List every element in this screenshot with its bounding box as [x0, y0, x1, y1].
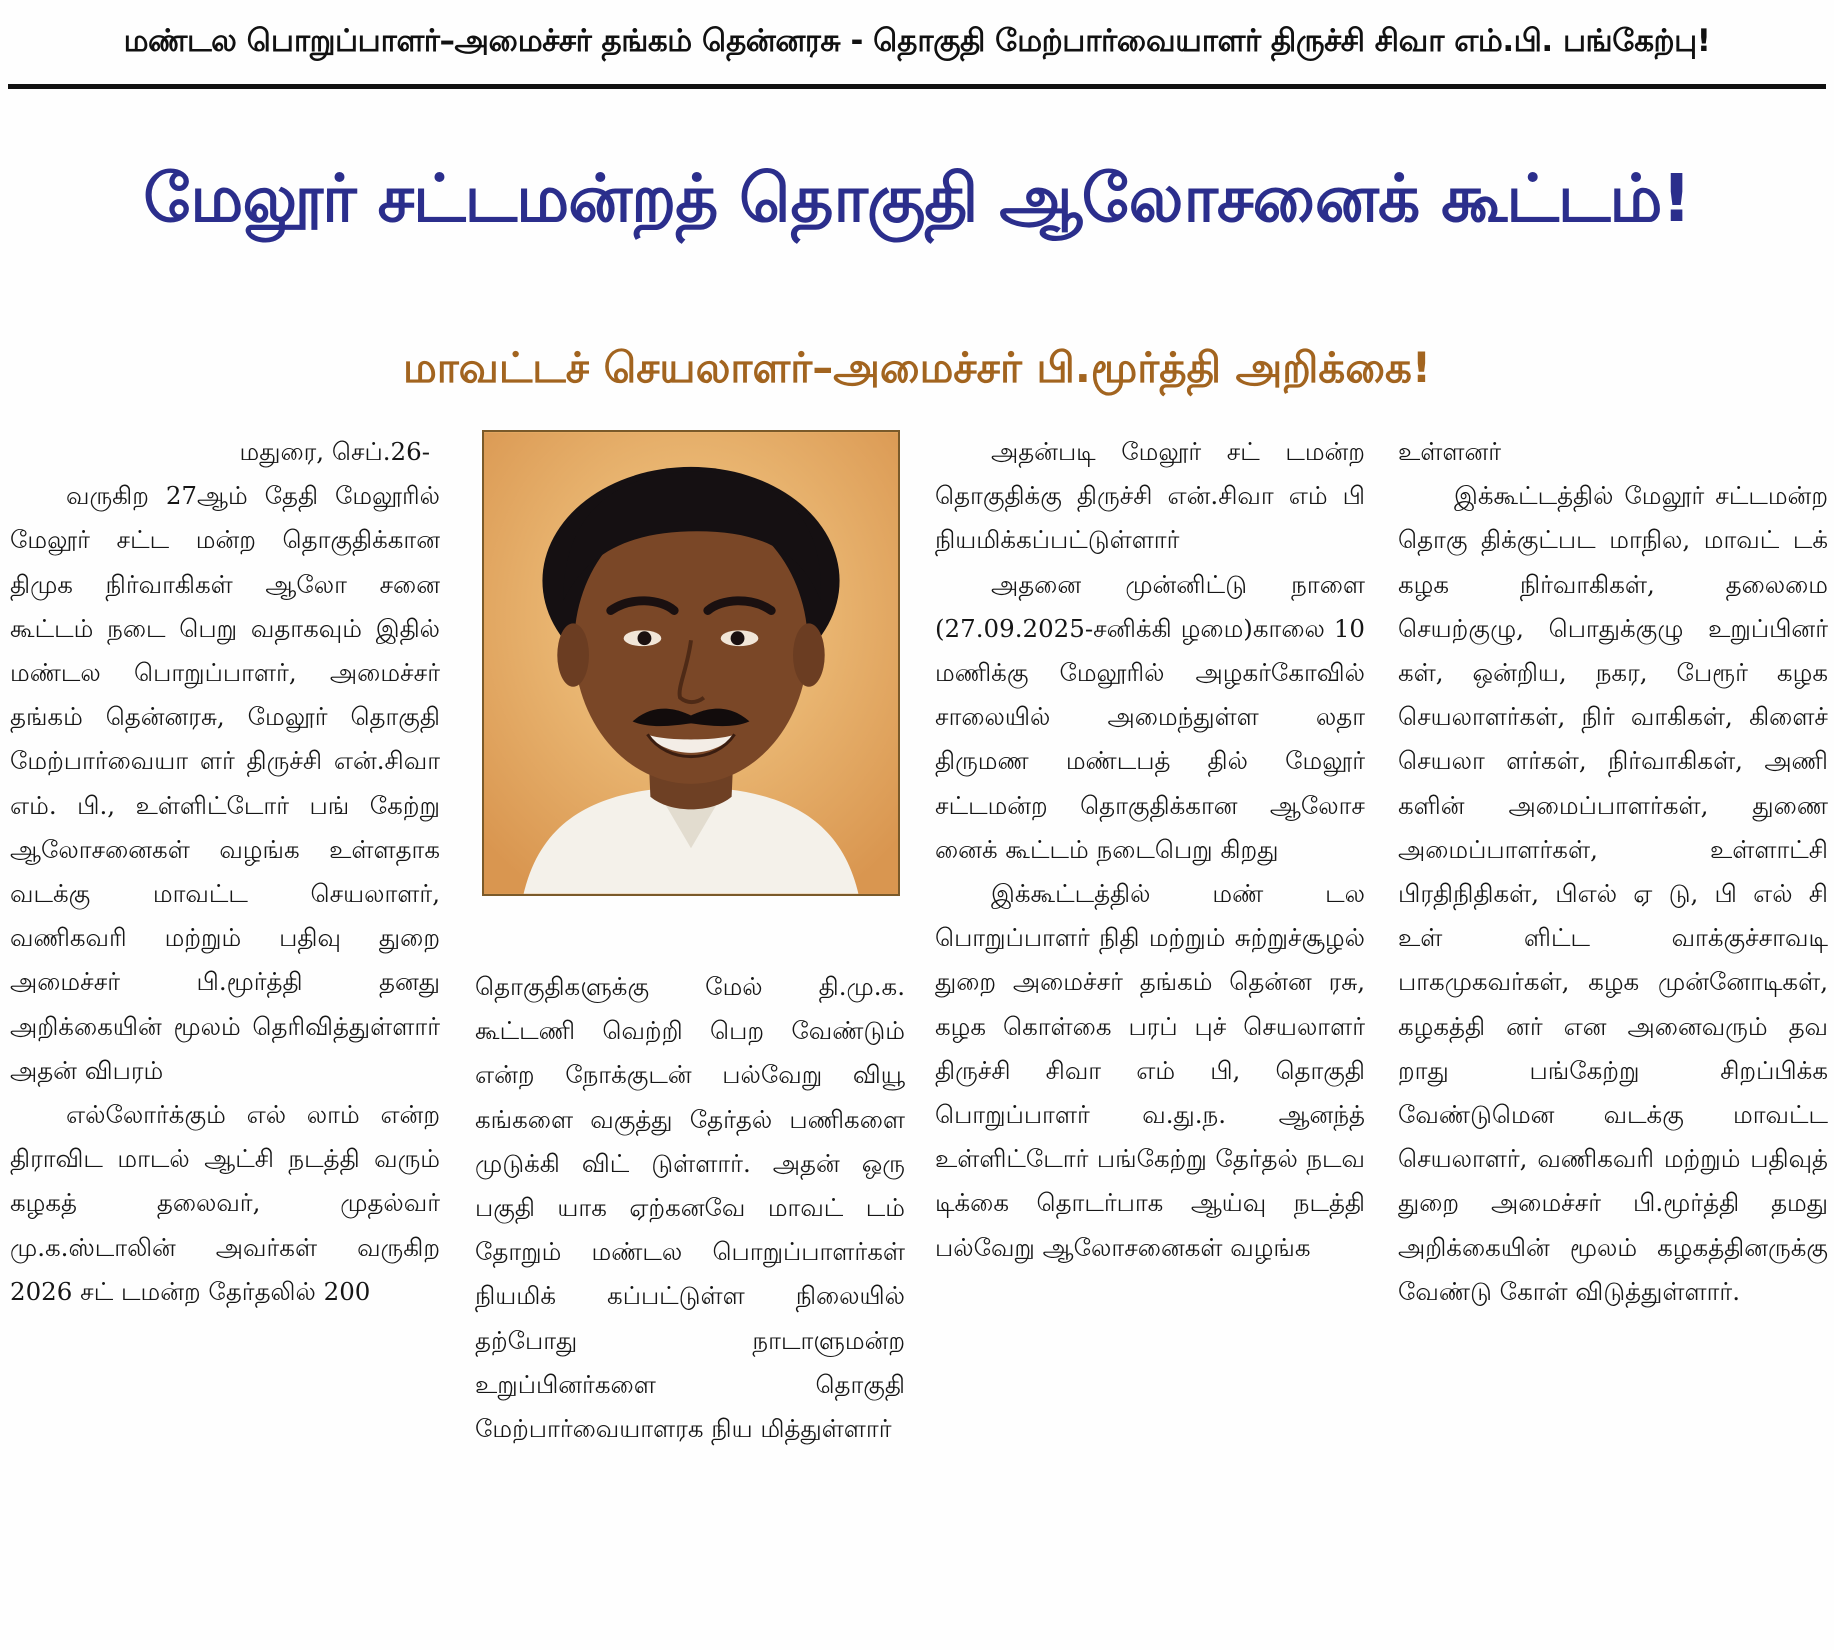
article-paragraph: தொகுதிகளுக்கு மேல் தி.மு.க. கூட்டணி வெற்றி பெற வேண்டும் என்ற நோக்குடன் பல்வேறு வியூ கங்களை வகுத்து தேர்தல் பணிகளை முடுக்கி விட் டுள்ளார். அதன் ஒரு பகுதி யாக ஏற்கனவே மாவட் டம் தோறும் மண்டல பொறுப்பாளர்கள் நியமிக் கப்பட்டுள்ள நிலையில் தற்போது நாடாளுமன்ற உறுப்பினர்களை தொகுதி மேற்பார்வையாளரக நிய மித்துள்ளார்	[475, 972, 905, 1444]
header-divider	[8, 84, 1826, 89]
portrait-icon	[484, 432, 898, 894]
sub-headline: மாவட்டச் செயலாளர்–அமைச்சர் பி.மூர்த்தி அறிக்கை!	[402, 342, 1432, 392]
article-column-1	[10, 430, 440, 1314]
article-paragraph: இக்கூட்டத்தில் மண் டல பொறுப்பாளர் நிதி மற்றும் சுற்றுச்சூழல் துறை அமைச்சர் தங்கம் தென்ன ரசு, கழக கொள்கை பரப் புச் செயலாளர் திருச்சி சிவா எம் பி, தொகுதி பொறுப்பாளர் வ.து.ந. ஆனந்த் உள்ளிட்டோர் பங்கேற்று தேர்தல் நடவ டிக்கை தொடர்பாக ஆய்வு நடத்தி பல்வேறு ஆலோசனைகள் வழங்க	[935, 879, 1365, 1262]
dateline: மதுரை, செப்.26-	[239, 437, 430, 466]
article-paragraph: இக்கூட்டத்தில் மேலூர் சட்டமன்ற தொகு திக்குட்பட மாநில, மாவட் டக் கழக நிர்வாகிகள், தலைமை செயற்குழு, பொதுக்குழு உறுப்பினர் கள், ஒன்றிய, நகர, பேரூர் கழக செயலாளர்கள், நிர் வாகிகள், கிளைச் செயலா ளர்கள், நிர்வாகிகள், அணி களின் அமைப்பாளர்கள், துணை அமைப்பாளர்கள், உள்ளாட்சி பிரதிநிதிகள், பிஎல் ஏ டு, பி எல் சி உள் ளிட்ட வாக்குச்சாவடி பாகமுகவர்கள், கழக முன்னோடிகள், கழகத்தி னர் என அனைவரும் தவ றாது பங்கேற்று சிறப்பிக்க வேண்டுமென வடக்கு மாவட்ட செயலாளர், வணிகவரி மற்றும் பதிவுத் துறை அமைச்சர் பி.மூர்த்தி தமது அறிக்கையின் மூலம் கழகத்தினருக்கு வேண்டு கோள் விடுத்துள்ளார்.	[1398, 481, 1828, 1306]
article-paragraph: எல்லோர்க்கும் எல் லாம் என்ற திராவிட மாடல் ஆட்சி நடத்தி வரும் கழகத் தலைவர், முதல்வர் மு.க.ஸ்டாலின் அவர்கள் வருகிற 2026 சட் டமன்ற தேர்தலில் 200	[10, 1100, 440, 1306]
article-column-4	[1398, 430, 1828, 1314]
kicker-headline: மண்டல பொறுப்பாளர்–அமைச்சர் தங்கம் தென்னரசு - தொகுதி மேற்பார்வையாளர் திருச்சி சிவா எம்.பி. பங்கேற்பு!	[123, 23, 1711, 59]
article-paragraph: வருகிற 27ஆம் தேதி மேலூரில் மேலூர் சட்ட மன்ற தொகுதிக்கான திமுக நிர்வாகிகள் ஆலோ சனை கூட்டம் நடை பெறு வதாகவும் இதில் மண்டல பொறுப்பாளர், அமைச்சர் தங்கம் தென்னரசு, மேலூர் தொகுதி மேற்பார்வையா ளர் திருச்சி என்.சிவா எம். பி., உள்ளிட்டோர் பங் கேற்று ஆலோசனைகள் வழங்க உள்ளதாக வடக்கு மாவட்ட செயலாளர், வணிகவரி மற்றும் பதிவு துறை அமைச்சர் பி.மூர்த்தி தனது அறிக்கையின் மூலம் தெரிவித்துள்ளார் அதன் விபரம்	[10, 481, 440, 1085]
portrait-photo	[482, 430, 900, 896]
article-column-3	[935, 430, 1365, 1270]
article-column-2	[475, 965, 905, 1451]
article-paragraph: அதனை முன்னிட்டு நாளை (27.09.2025-சனிக்கி ழமை)காலை 10 மணிக்கு மேலூரில் அழகர்கோவில் சாலையில் அமைந்துள்ள லதா திருமண மண்டபத் தில் மேலூர் சட்டமன்ற தொகுதிக்கான ஆலோச னைக் கூட்டம் நடைபெறு கிறது	[935, 569, 1365, 864]
article-paragraph: உள்ளனர்	[1398, 437, 1502, 466]
article-paragraph: அதன்படி மேலூர் சட் டமன்ற தொகுதிக்கு திருச்சி என்.சிவா எம் பி நியமிக்கப்பட்டுள்ளார்	[935, 437, 1365, 555]
main-headline: மேலூர் சட்டமன்றத் தொகுதி ஆலோசனைக் கூட்டம்!	[143, 160, 1691, 237]
